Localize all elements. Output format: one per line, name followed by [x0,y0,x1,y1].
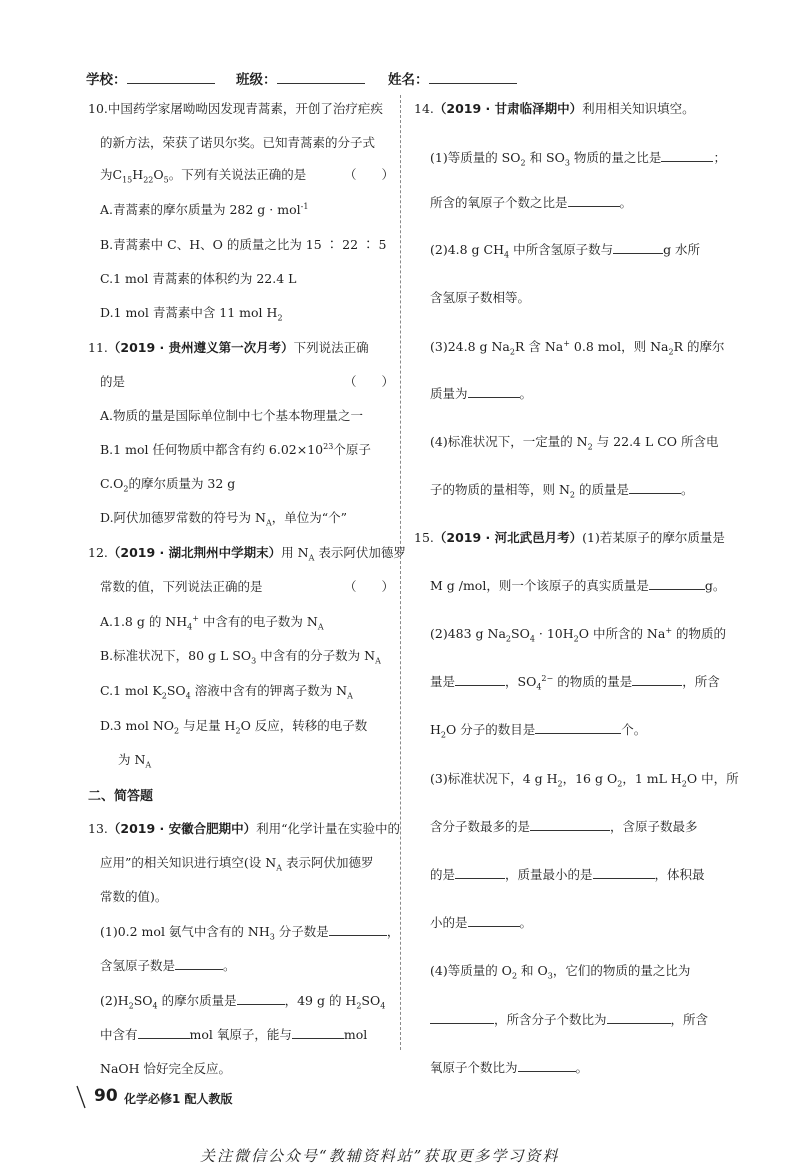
q11-line2: 的是 [100,374,126,389]
q13-part1: (1)0.2 mol 氨气中含有的 $NH_3$ 分子数是 ， [100,924,400,942]
q11-option-d: D.阿伏加德罗常数的符号为 $N_A$，单位为“个” [100,510,348,528]
q15-blank-10[interactable] [607,1010,671,1024]
q11-option-c: $C.O_2$的摩尔质量为 32 g [100,476,236,494]
q14-part4-cont: 子的物质的量相等，则 $N_2$ 的质量是 。 [430,482,694,500]
column-divider [400,95,401,1050]
book-title: 化学必修1 配人教版 [124,1092,233,1106]
page-number: 90 [94,1086,118,1106]
q14-part2: (2)4.8 g $CH_4$ 中所含氢原子数与 g 水所 [430,242,701,260]
q12-option-d: D.3 mol $NO_2$ 与足量 $H_2O$ 反应，转移的电子数 [100,718,368,736]
q15-part3-end: 小的是 。 [430,915,533,930]
q11-source: （2019 · 贵州遵义第一次月考） [107,340,294,355]
q14-part3: (3)24.8 g $Na_2R$ 含 Na+ 0.8 mol，则 $Na_2R$ 的摩尔 [430,338,725,357]
q10-line3: 为$C_{15}H_{22}O_5$。下列有关说法正确的是 [100,167,307,185]
name-label: 姓名： [388,72,429,88]
q15-blank-5[interactable] [530,817,610,831]
q11-option-a: A.物质的量是国际单位制中七个基本物理量之一 [100,408,364,423]
q13-blank-3[interactable] [237,991,285,1005]
school-blank[interactable] [127,70,215,84]
q13-part2-cont: 中含有 mol 氧原子，能与 mol [100,1027,368,1042]
q15-blank-7[interactable] [593,865,655,879]
q14-blank-4[interactable] [468,384,520,398]
q14-part1-cont: 所含的氧原子个数之比是 。 [430,195,633,210]
q14-part2-cont: 含氢原子数相等。 [430,290,531,305]
q11-line1: 11.（2019 · 贵州遵义第一次月考）下列说法正确 [88,340,369,355]
q15-line2: M g /mol，则一个该原子的真实质量是 g。 [430,578,726,593]
watermark-text: 关注微信公众号“教辅资料站”获取更多学习资料 [200,1147,560,1165]
q13-line3: 常数的值)。 [100,889,168,904]
q13-blank-2[interactable] [175,956,223,970]
q10-option-c: C.1 mol 青蒿素的体积约为 22.4 L [100,271,297,286]
q12-source: （2019 · 湖北荆州中学期末） [107,545,282,560]
q14-blank-5[interactable] [629,480,681,494]
q11-answer-paren[interactable]: （ ） [344,374,395,389]
section-heading-short-answer: 二、简答题 [88,789,154,804]
q12-answer-paren[interactable]: （ ） [344,579,395,594]
q13-line2: 应用”的相关知识进行填空(设 $N_A$ 表示阿伏加德罗 [100,855,374,873]
q12-option-b: B.标准状况下，80 g L $SO_3$ 中含有的分子数为 $N_A$ [100,648,381,666]
q15-blank-6[interactable] [455,865,505,879]
q15-part3-cont2: 的是 ，质量最小的是 ，体积最 [430,867,705,882]
q15-part4-cont: ，所含分子个数比为 ，所含 [430,1010,708,1028]
q13-part1-cont: 含氢原子数是 。 [100,958,236,973]
q12-option-c: C.1 mol $K_2SO_4$ 溶液中含有的钾离子数为 $N_A$ [100,683,353,701]
q12-option-d-cont: 为 $N_A$ [118,752,152,770]
q15-blank-1[interactable] [649,576,705,590]
q10-option-a: A.青蒿素的摩尔质量为 282 g · mol$^{-1}$ [100,201,309,217]
q15-part4: (4)等质量的 $O_2$ 和 $O_3$，它们的物质的量之比为 [430,963,691,981]
q15-blank-2[interactable] [455,672,505,686]
q15-part3-cont1: 含分子数最多的是 ，含原子数最多 [430,819,698,834]
q15-part4-end: 氧原子个数比为 。 [430,1060,589,1075]
q10-answer-paren[interactable]: （ ） [344,167,395,182]
q15-line1: 15.（2019 · 河北武邑月考）(1)若某原子的摩尔质量是 [414,530,725,545]
q14-part4: (4)标准状况下，一定量的 $N_2$ 与 22.4 L CO 所含电 [430,434,719,452]
q12-option-a: A.1.8 g 的 $NH_4^+$ 中含有的电子数为 $N_A$ [100,613,324,632]
q15-blank-4[interactable] [535,720,621,734]
q10-option-b: B.青蒿素中 C、H、O 的质量之比为 15 ∶ 22 ∶ 5 [100,237,387,252]
school-field [86,68,215,88]
q15-part2-end: $H_2O$ 分子的数目是 个。 [430,722,647,740]
q14-blank-1[interactable] [661,148,713,162]
q14-part3-cont: 质量为 。 [430,386,533,401]
q15-blank-11[interactable] [518,1058,576,1072]
q13-part2: $(2)H_2SO_4$ 的摩尔质量是 ，49 g 的 $H_2SO_4$ [100,993,386,1011]
q13-blank-1[interactable] [329,922,387,936]
q15-part2-cont: 量是 ，$SO_4^{2-}$ 的物质的量是 ，所含 [430,673,720,692]
name-blank[interactable] [429,70,517,84]
q11-option-b: B.1 mol 任何物质中都含有约 $6.02\times 10^{23}$个原子 [100,441,371,457]
name-field [388,68,517,88]
q10-line2: 的新方法，荣获了诺贝尔奖。已知青蒿素的分子式 [100,135,376,150]
q15-part2: (2)483 g $Na_2SO_4 \cdot 10H_2O$ 中所含的 Na+ 的物质的 [430,625,727,644]
q13-line1: 13.（2019 · 安徽合肥期中）利用“化学计量在实验中的 [88,821,401,836]
q13-blank-5[interactable] [292,1025,344,1039]
q12-line1: 12.（2019 · 湖北荆州中学期末）用 $N_A$ 表示阿伏加德罗 [88,545,406,563]
q14-source: （2019 · 甘肃临泽期中） [433,101,583,116]
q15-blank-8[interactable] [468,913,520,927]
class-blank[interactable] [277,70,365,84]
q15-part3: (3)标准状况下，4 g $H_2$，16 g $O_2$，1 mL $H_2O$ 中，所 [430,771,739,789]
q15-source: （2019 · 河北武邑月考） [433,530,583,545]
q14-blank-2[interactable] [568,193,620,207]
q15-blank-3[interactable] [632,672,682,686]
q13-source: （2019 · 安徽合肥期中） [107,821,257,836]
q13-blank-4[interactable] [138,1025,190,1039]
q13-part2-end: NaOH 恰好完全反应。 [100,1061,232,1076]
q15-blank-9[interactable] [430,1010,494,1024]
q14-line1: 14.（2019 · 甘肃临泽期中）利用相关知识填空。 [414,101,695,116]
footer-slash-icon [74,1084,88,1110]
formula-c: C [112,167,123,182]
q10-line1: 10.中国药学家屠呦呦因发现青蒿素，开创了治疗疟疾 [88,101,383,116]
class-label: 班级： [236,72,277,88]
class-field [236,68,365,88]
school-label: 学校： [86,72,127,88]
q12-line2: 常数的值，下列说法正确的是 [100,579,263,594]
q14-part1: (1)等质量的 $SO_2$ 和 $SO_3$ 物质的量之比是 ； [430,150,726,168]
q10-option-d: D.1 mol 青蒿素中含 11 mol $H_2$ [100,305,283,323]
q14-blank-3[interactable] [613,240,663,254]
